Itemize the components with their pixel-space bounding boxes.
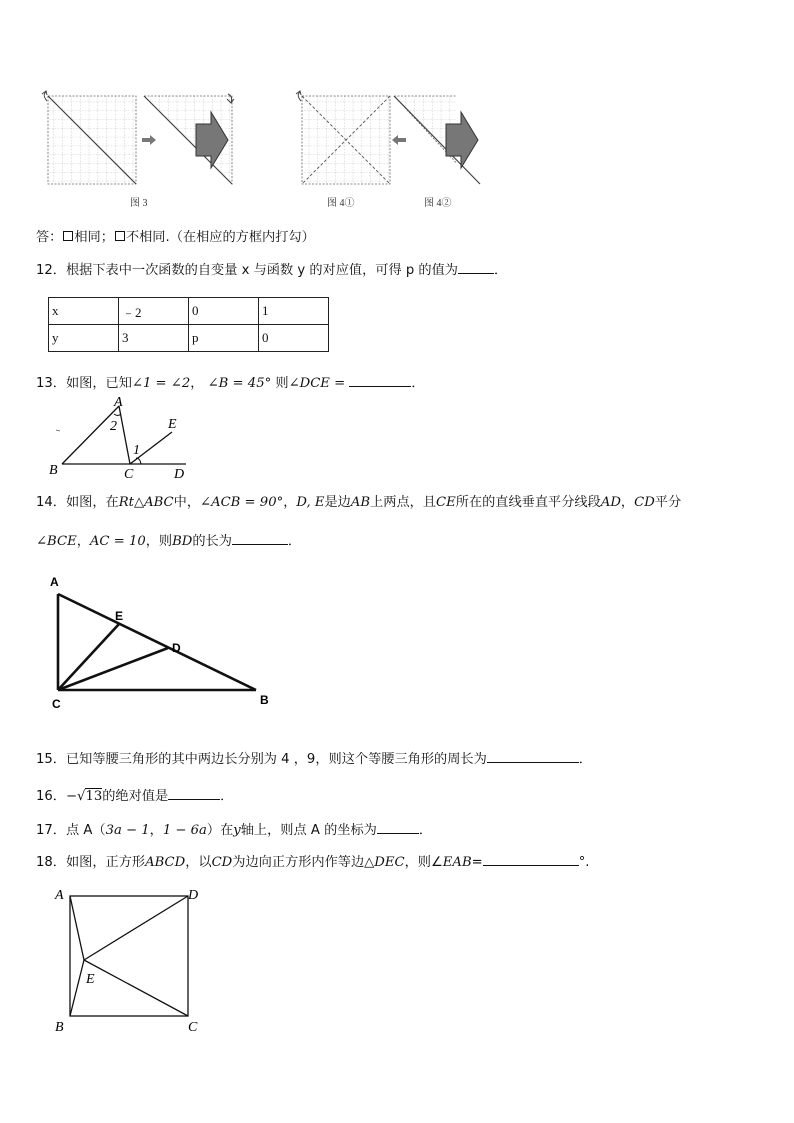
fig4b-folded-svg bbox=[392, 96, 484, 188]
answer-line bbox=[36, 228, 315, 248]
q14-tri: Rt△ABC bbox=[118, 495, 174, 510]
q14-t10: ，则 bbox=[145, 534, 173, 549]
q18-figure-svg bbox=[50, 882, 220, 1042]
q18-cd: CD bbox=[211, 855, 233, 870]
q16-sign: − bbox=[65, 789, 78, 804]
table-cell: 1 bbox=[259, 298, 329, 325]
q14-t3: ， bbox=[283, 495, 297, 510]
q12-value-table bbox=[48, 297, 329, 352]
fig3-caption: 图 3 bbox=[130, 198, 148, 209]
q13-sep: ， bbox=[190, 376, 204, 391]
q14-ad: AD bbox=[600, 495, 621, 510]
q14-ac: AC = 10 bbox=[89, 534, 146, 549]
q16-radicand: 13 bbox=[85, 789, 103, 804]
answer-opt1: 相同； bbox=[74, 230, 114, 245]
q14-t8: 平分 bbox=[654, 495, 682, 510]
table-cell: x bbox=[49, 298, 119, 325]
q14-figure-svg bbox=[44, 570, 284, 715]
q17-d: 1 − 6a bbox=[162, 823, 207, 838]
q18-a: 18．如图，正方形 bbox=[36, 855, 146, 870]
q14-figure bbox=[44, 570, 284, 715]
q18-eab: EAB bbox=[442, 855, 472, 870]
q14-t6: 所在的直线垂直平分线段 bbox=[455, 495, 601, 510]
q14-t9: ， bbox=[76, 534, 90, 549]
q14-ce: CE bbox=[436, 495, 456, 510]
q13-target: ∠DCE = bbox=[288, 376, 346, 391]
table-cell: y bbox=[49, 325, 119, 352]
q14-label-b: B bbox=[260, 693, 269, 707]
q16-text bbox=[36, 785, 233, 807]
q13-stem: 13．如图，已知 bbox=[36, 376, 132, 391]
fig3-square bbox=[42, 91, 136, 184]
table-row bbox=[49, 298, 329, 325]
q13-figure-svg bbox=[44, 394, 194, 484]
fig4a-caption: 图 4① bbox=[327, 198, 355, 209]
q14-de: D, E bbox=[296, 495, 325, 510]
q16-end: ． bbox=[220, 789, 234, 804]
q18-end: °. bbox=[578, 855, 590, 870]
table-cell: 0 bbox=[189, 298, 259, 325]
q18-label-c: C bbox=[188, 1020, 198, 1035]
q17-e: ）在 bbox=[206, 823, 234, 838]
fig4a-square bbox=[296, 91, 390, 184]
q17-g: 轴上，则点 A 的坐标为 bbox=[240, 823, 377, 838]
q13-label-1: 1 bbox=[133, 443, 140, 458]
q14-bd: BD bbox=[172, 534, 193, 549]
q18-figure bbox=[50, 882, 220, 1042]
table-row bbox=[49, 325, 329, 352]
q14-bce: ∠BCE bbox=[36, 534, 77, 549]
q18-label-d: D bbox=[188, 888, 199, 903]
fig4b-caption: 图 4② bbox=[424, 198, 452, 209]
q14-line1 bbox=[36, 493, 681, 513]
q18-c: 为边向正方形内作等边△ bbox=[232, 855, 375, 870]
q14-t7: ， bbox=[620, 495, 635, 510]
q17-c: ， bbox=[149, 823, 163, 838]
q18-text bbox=[36, 851, 590, 873]
q18-label-a: A bbox=[55, 888, 64, 903]
q18-d: ，则∠ bbox=[404, 855, 443, 870]
table-cell: 0 bbox=[259, 325, 329, 352]
q13-label-2: 2 bbox=[110, 419, 117, 434]
q14-label-c: C bbox=[52, 697, 61, 711]
q13-end: ． bbox=[411, 376, 425, 391]
q14-t5: 上两点，且 bbox=[370, 495, 437, 510]
q18-abcd: ABCD bbox=[145, 855, 186, 870]
fig3-arrow bbox=[142, 135, 156, 145]
checkbox-different[interactable] bbox=[115, 231, 125, 241]
q13-label-a: A bbox=[114, 395, 123, 410]
table-cell: p bbox=[189, 325, 259, 352]
q18-b: ，以 bbox=[185, 855, 212, 870]
q18-label-b: B bbox=[55, 1020, 64, 1035]
q16-blank bbox=[168, 785, 220, 800]
checkbox-same[interactable] bbox=[63, 231, 73, 241]
fig3-folded bbox=[144, 94, 234, 184]
q12-text bbox=[36, 259, 507, 281]
q17-f: y bbox=[233, 823, 241, 838]
q14-angle: ∠ACB = 90° bbox=[200, 495, 284, 510]
q16-stem: 的绝对值是 bbox=[102, 789, 169, 804]
q13-cond2: ∠B = 45° bbox=[207, 376, 272, 391]
q13-cond1: ∠1 = ∠2 bbox=[131, 376, 191, 391]
q14-line2 bbox=[36, 530, 301, 552]
q12-blank bbox=[458, 259, 494, 274]
q15-end: ． bbox=[578, 752, 592, 767]
q13-mid: 则 bbox=[275, 376, 289, 391]
q14-ab: AB bbox=[350, 495, 371, 510]
q14-t11: 的长为 bbox=[192, 534, 232, 549]
q16-num: 16． bbox=[36, 789, 66, 804]
q18-dec: DEC bbox=[374, 855, 405, 870]
q14-t4: 是边 bbox=[324, 495, 351, 510]
table-cell: 3 bbox=[119, 325, 189, 352]
q14-blank bbox=[232, 530, 288, 545]
q14-label-a: A bbox=[50, 575, 59, 589]
q17-end: ． bbox=[418, 823, 433, 838]
fig4b-folded-extra bbox=[392, 96, 484, 188]
q12-stem: 12．根据下表中一次函数的自变量 x 与函数 y 的对应值，可得 p 的值为 bbox=[36, 263, 458, 278]
q18-label-e: E bbox=[86, 972, 95, 987]
q13-label-e: E bbox=[168, 417, 177, 432]
sqrt-icon: √ bbox=[77, 789, 86, 804]
q14-end: ． bbox=[287, 534, 302, 549]
q15-text bbox=[36, 748, 592, 770]
q13-figure bbox=[44, 394, 194, 484]
q13-text bbox=[36, 372, 425, 394]
q17-b: 3a − 1 bbox=[105, 823, 150, 838]
q18-blank bbox=[483, 851, 579, 866]
q17-text bbox=[36, 819, 432, 841]
q12-end: ． bbox=[493, 263, 508, 278]
q14-label-d: D bbox=[172, 641, 181, 655]
answer-opt2: 不相同.（在相应的方框内打勾） bbox=[125, 230, 315, 245]
q15-stem: 15．已知等腰三角形的其中两边长分别为 4 ，9，则这个等腰三角形的周长为 bbox=[36, 752, 487, 767]
q15-blank bbox=[487, 748, 579, 763]
q13-label-d: D bbox=[174, 467, 185, 482]
table-cell: ﹣2 bbox=[119, 298, 189, 325]
q14-t1: 14．如图，在 bbox=[36, 495, 119, 510]
q17-a: 17．点 A（ bbox=[36, 823, 106, 838]
q14-t2: 中， bbox=[173, 495, 201, 510]
q13-label-b: B bbox=[49, 463, 58, 478]
q13-label-c: C bbox=[124, 467, 134, 482]
q18-e: = bbox=[471, 855, 483, 870]
q17-blank bbox=[377, 819, 419, 834]
q13-blank bbox=[349, 372, 411, 387]
q14-cd: CD bbox=[634, 495, 655, 510]
q14-label-e: E bbox=[115, 609, 124, 623]
answer-prefix: 答： bbox=[36, 230, 63, 245]
